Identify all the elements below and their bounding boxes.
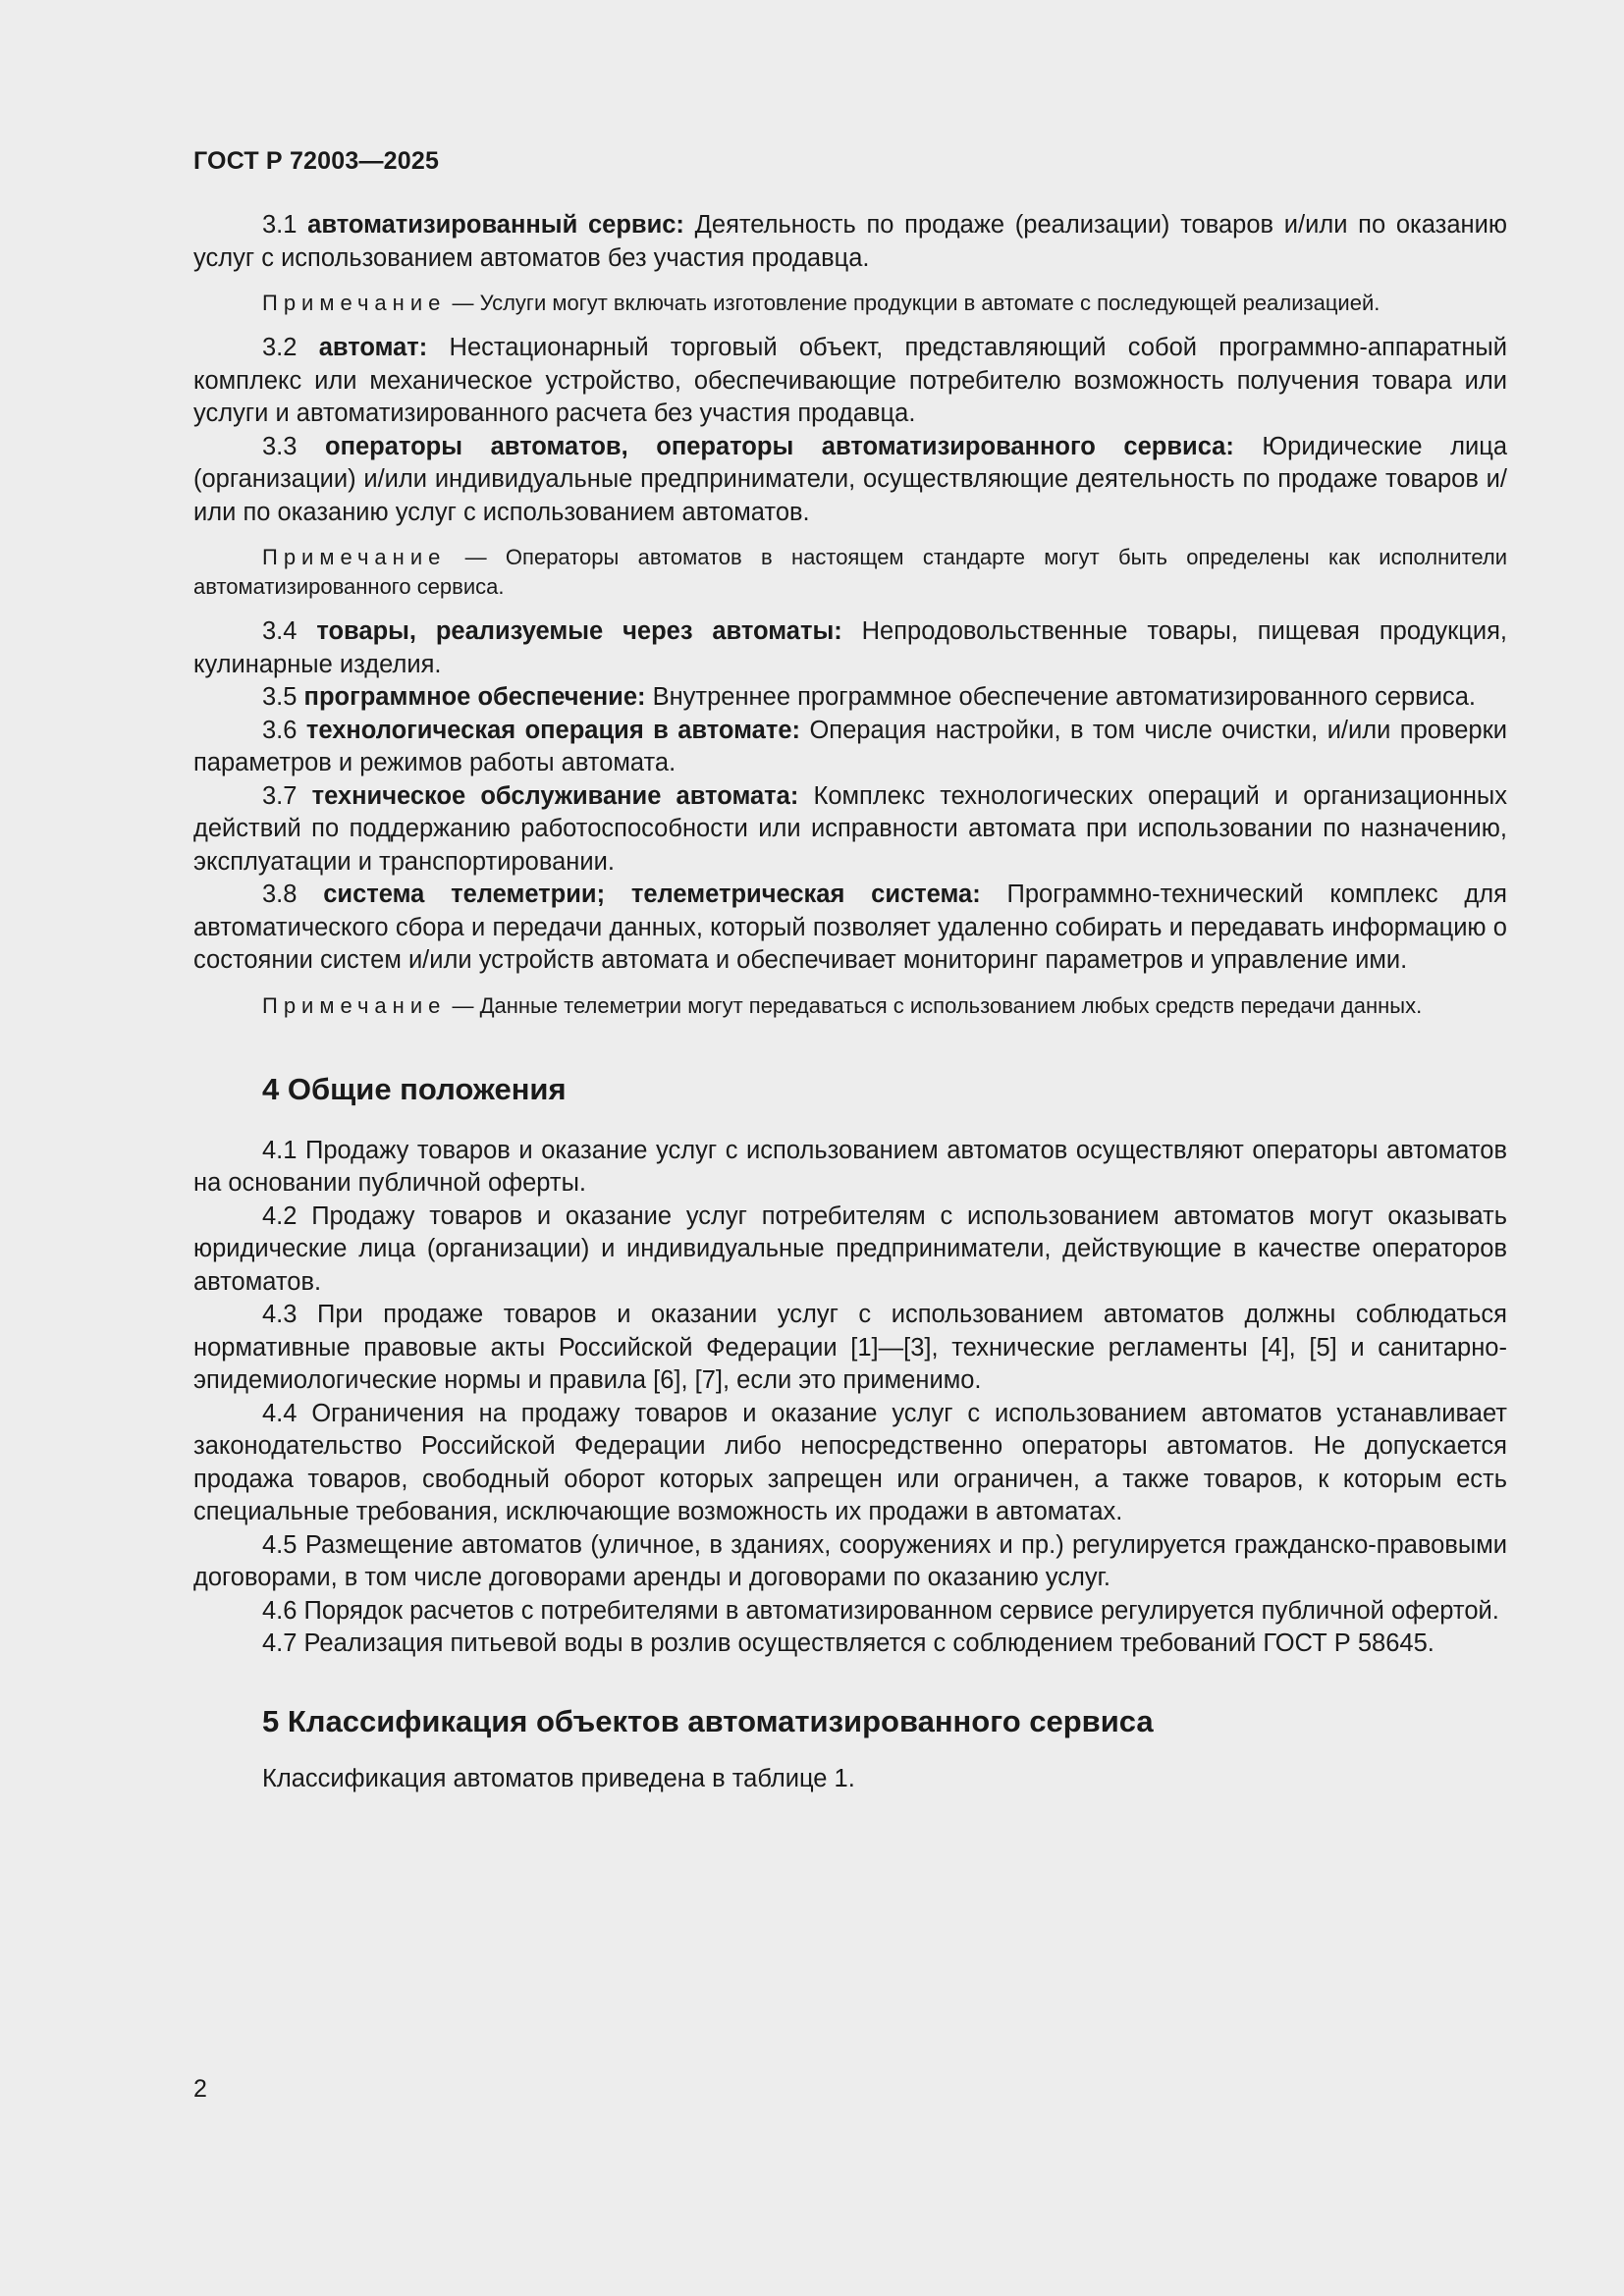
- note: [193, 289, 1507, 318]
- note-label: Примечание: [262, 291, 447, 315]
- clause-number: 4.6: [262, 1596, 298, 1625]
- note-text: — Операторы автоматов в настоящем стандарте могут быть определены как исполнители автоматизированного сервиса.: [193, 545, 1507, 599]
- clause-4-6: [193, 1595, 1507, 1629]
- clause-4-1: [193, 1135, 1507, 1201]
- note-label: Примечание: [262, 992, 447, 1018]
- clause-4-4: [193, 1398, 1507, 1529]
- term: техническое обслуживание автомата:: [311, 781, 799, 810]
- clause-text: Продажу товаров и оказание услуг потребителям с использованием автоматов могут оказывать юридические лица (организации) и индивидуальные предприниматели, действующие в качестве операторов автоматов.: [193, 1201, 1507, 1296]
- clause-number: 3.5: [262, 683, 298, 711]
- clause-text: При продаже товаров и оказании услуг с использованием автоматов должны соблюдаться нормативные правовые акты Российской Федерации [1]—[3], технические регламенты [4], [5] и санитарно-эпидемиологические нормы и правила [6], [7], если это применимо.: [193, 1301, 1507, 1394]
- clause-number: 4.1: [262, 1136, 298, 1164]
- section-5-title: 5 Классификация объектов автоматизированного сервиса: [262, 1703, 1154, 1738]
- clause-text: Реализация питьевой воды в розлив осуществляется с соблюдением требований ГОСТ Р 58645.: [303, 1629, 1435, 1657]
- section-4-title: 4 Общие положения: [262, 1071, 567, 1106]
- clause-number: 3.7: [262, 781, 298, 810]
- definition-text: Нестационарный торговый объект, представляющий собой программно-аппаратный комплекс или механическое устройство, обеспечивающие потребителю возможность получения товара или услуги и автоматизированного расчета без участия продавца.: [193, 334, 1508, 427]
- clause-number: 3.8: [262, 881, 298, 908]
- clause-number: 3.6: [262, 716, 298, 744]
- definition-text: Внутреннее программное обеспечение автоматизированного сервиса.: [652, 683, 1476, 711]
- clause-number: 3.2: [262, 334, 298, 361]
- term: технологическая операция в автомате:: [305, 716, 801, 744]
- definition-3-2: [193, 332, 1507, 431]
- section-5-intro: Классификация автоматов приведена в таблице 1.: [262, 1764, 855, 1792]
- term: автомат:: [318, 334, 428, 361]
- definition-3-1: [193, 209, 1507, 275]
- term: система телеметрии; телеметрическая система:: [323, 881, 981, 908]
- clause-text: Ограничения на продажу товаров и оказание услуг с использованием автоматов устанавливает законодательство Российской Федерации либо непосредственно операторы автоматов. Не допускается продажа товаров, свободный оборот которых запрещен или ограничен, а также товаров, к которым есть специальные требования, исключающие возможность их продажи в автоматах.: [193, 1399, 1507, 1525]
- definition-text: Деятельность по продаже (реализации) товаров и/или по оказанию услуг с использованием автоматов без участия продавца.: [193, 211, 1507, 272]
- note-text: — Услуги могут включать изготовление продукции в автомате с последующей реализацией.: [452, 291, 1380, 315]
- clause-text: Продажу товаров и оказание услуг с использованием автоматов осуществляют операторы автоматов на основании публичной оферты.: [193, 1136, 1507, 1197]
- clause-number: 4.7: [262, 1629, 298, 1657]
- term: программное обеспечение:: [303, 683, 646, 711]
- note-label: Примечание: [262, 545, 447, 569]
- clause-4-3: [193, 1299, 1507, 1398]
- definition-text: Операция настройки, в том числе очистки, и/или проверки параметров и режимов работы автомата.: [193, 716, 1508, 776]
- document-header: ГОСТ Р 72003—2025: [193, 147, 440, 175]
- clause-number: 4.4: [262, 1399, 298, 1427]
- definition-3-5: [193, 681, 1507, 715]
- clause-number: 3.3: [262, 432, 298, 460]
- definition-text: Непродовольственные товары, пищевая продукция, кулинарные изделия.: [193, 617, 1507, 678]
- clause-number: 4.2: [262, 1201, 298, 1230]
- definition-text: Юридические лица (организации) и/или индивидуальные предприниматели, осуществляющие деятельность по продаже товаров и/или по оказанию услуг с использованием автоматов.: [193, 432, 1507, 526]
- definition-3-8: [193, 879, 1507, 978]
- definition-text: Комплекс технологических операций и организационных действий по поддержанию работоспособности или исправности автомата при использовании по назначению, эксплуатации и транспортировании.: [193, 781, 1507, 876]
- clause-text: Размещение автоматов (уличное, в зданиях, сооружениях и пр.) регулируется гражданско-правовыми договорами, в том числе договорами аренды и договорами по оказанию услуг.: [193, 1530, 1508, 1591]
- clause-number: 3.4: [262, 617, 298, 645]
- definition-3-3: [193, 431, 1507, 530]
- clause-number: 4.3: [262, 1301, 298, 1328]
- note: [193, 543, 1507, 602]
- clause-4-7: [193, 1628, 1507, 1661]
- clause-4-5: [193, 1529, 1507, 1595]
- definition-3-6: [193, 715, 1507, 780]
- term: автоматизированный сервис:: [307, 211, 684, 239]
- definition-3-7: [193, 780, 1507, 880]
- definition-3-4: [193, 615, 1507, 681]
- page-content: [193, 147, 1507, 1795]
- clause-number: 3.1: [262, 211, 298, 239]
- term: товары, реализуемые через автоматы:: [316, 617, 842, 645]
- clause-number: 4.5: [262, 1530, 298, 1559]
- definition-text: Программно-технический комплекс для автоматического сбора и передачи данных, который позволяет удаленно собирать и передавать информацию о состоянии систем и/или устройств автомата и обеспечивает мониторинг параметров и управление ими.: [193, 881, 1507, 974]
- note: [193, 991, 1507, 1021]
- clause-text: Порядок расчетов с потребителями в автоматизированном сервисе регулируется публичной офертой.: [303, 1596, 1499, 1625]
- clause-4-2: [193, 1201, 1507, 1300]
- page-number: 2: [193, 2075, 207, 2103]
- term: операторы автоматов, операторы автоматизированного сервиса:: [325, 432, 1234, 460]
- note-text: — Данные телеметрии могут передаваться с использованием любых средств передачи данных.: [452, 992, 1423, 1018]
